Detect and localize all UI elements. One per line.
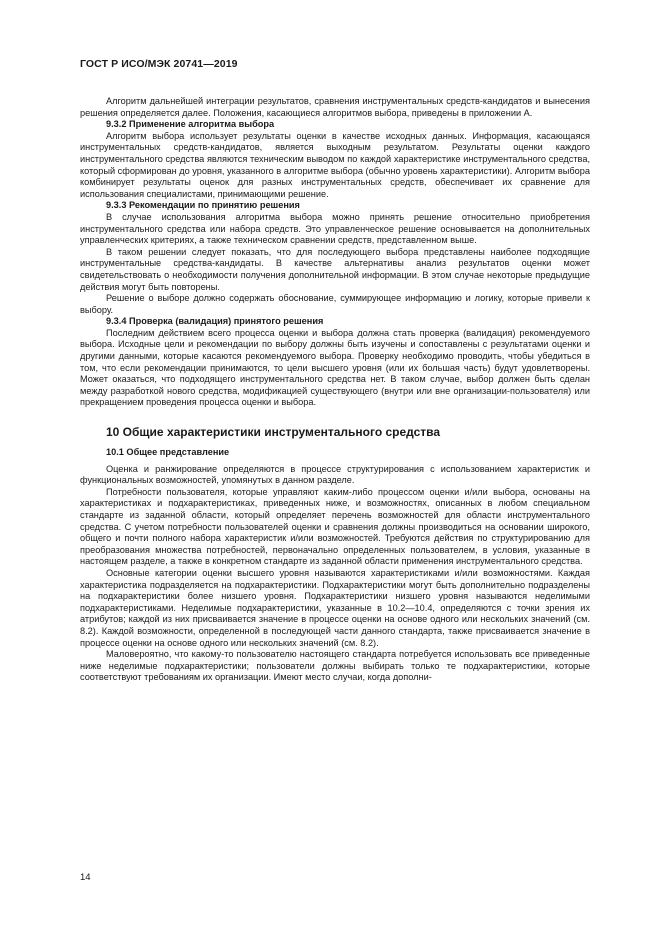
paragraph: Алгоритм дальнейшей интеграции результатов, сравнения инструментальных средств-кандидатов и вынесения решения определяется далее. Положения, касающиеся алгоритмов выбора, приведены в приложении А. bbox=[80, 96, 590, 118]
document-body bbox=[80, 96, 590, 684]
document-header: ГОСТ Р ИСО/МЭК 20741—2019 bbox=[80, 58, 238, 70]
paragraph: Основные категории оценки высшего уровня называются характеристиками и/или возможностями. Каждая характеристика подразделяется на подхарактеристики. Подхарактеристики могут быть дополнительно подразделены на подхарактеристики более низшего уровня. Подхарактеристики низшего уровня называются неделимыми подхарактеристиками. Неделимые подхарактеристики, указанные в 10.2—10.4, определяются с точки зрения их атрибутов; каждой из них присваивается значение в процессе оценки на основе одного или нескольких значений (см. 8.2). Каждой возможности, определенной в последующей части данного стандарта, также присваивается значение в процессе оценки на основе одного или нескольких значений (см. 8.2). bbox=[80, 567, 590, 648]
subsection-heading: 9.3.4 Проверка (валидация) принятого решения bbox=[106, 316, 324, 327]
subsection-heading: 9.3.3 Рекомендации по принятию решения bbox=[106, 200, 300, 211]
paragraph: В случае использования алгоритма выбора можно принять решение относительно приобретения инструментального средства или набора средств. Это управленческое решение основывается на дополнительных управленческих критериях, а также техническом сравнении средств, представленном выше. bbox=[80, 211, 590, 246]
paragraph: В таком решении следует показать, что для последующего выбора представлены наиболее подходящие инструментальные средства-кандидаты. В качестве альтернативы анализ результатов оценки может свидетельствовать о необходимости получения дополнительной информации. В этом случае некоторые предыдущие действия могут быть повторены. bbox=[80, 246, 590, 292]
page-number: 14 bbox=[80, 872, 91, 883]
paragraph: Решение о выборе должно содержать обоснование, суммирующее информацию и логику, которые привели к выбору. bbox=[80, 293, 590, 315]
section-heading: 10 Общие характеристики инструментального средства bbox=[106, 425, 441, 440]
paragraph: Оценка и ранжирование определяются в процессе структурирования с использованием характеристик и функциональных возможностей, упомянутых в данном разделе. bbox=[80, 463, 590, 486]
paragraph: Алгоритм выбора использует результаты оценки в качестве исходных данных. Информация, касающаяся инструментальных средств-кандидатов, является выходным результатом. Результаты оценки каждого инструментального средства являются техническим выводом по каждой характеристике инструментального средства, который сформирован до уровня, указанного в алгоритме выбора (обычно уровень характеристики). Алгоритм выбора комбинирует результаты оценок для разных инструментальных средств, обеспечивает их сравнение для использования специалистами, принимающими решение. bbox=[80, 130, 590, 199]
paragraph: Потребности пользователя, которые управляют каким-либо процессом оценки и/или выбора, основаны на характеристиках и подхарактеристиках, приведенных ниже, и возможностях, описанных в любом специальном стандарте из заданной области, который определяет перечень возможностей для области инструментального средства. С учетом потребности пользователей оценки и сравнения должны производиться на основании широкого, общего и почти полного набора характеристик и/или возможностей. Требуются действия по структурированию для преобразования множества потребностей, первоначально определенных пользователем, в условия, указанные в настоящем разделе, а также в конкретном стандарте из заданной области применения инструментального средства. bbox=[80, 486, 590, 567]
subsection-heading: 9.3.2 Применение алгоритма выбора bbox=[106, 119, 275, 130]
subsection-heading: 10.1 Общее представление bbox=[106, 447, 230, 458]
paragraph: Последним действием всего процесса оценки и выбора должна стать проверка (валидация) рекомендуемого выбора. Исходные цели и рекомендации по выбору должны быть изучены и сопоставлены с результатами оценки и другими данными, которые касаются рекомендуемого выбора. Проверку необходимо проводить, чтобы убедиться в том, что если рекомендации принимаются, то цели высшего уровня (или их большая часть) будут удовлетворены. Может оказаться, что подходящего инструментального средства нет. В таком случае, выбор должен быть сделан между разработкой нового средства, модификацией существующего (внутри или вне организации-пользователя) или прекращением проведения процесса оценки и выбора. bbox=[80, 327, 590, 408]
paragraph: Маловероятно, что какому-то пользователю настоящего стандарта потребуется использовать все приведенные ниже неделимые подхарактеристики; пользователи должны выбирать только те подхарактеристики, которые соответствуют требованиям их организации. Имеют место случаи, когда дополни- bbox=[80, 649, 590, 683]
